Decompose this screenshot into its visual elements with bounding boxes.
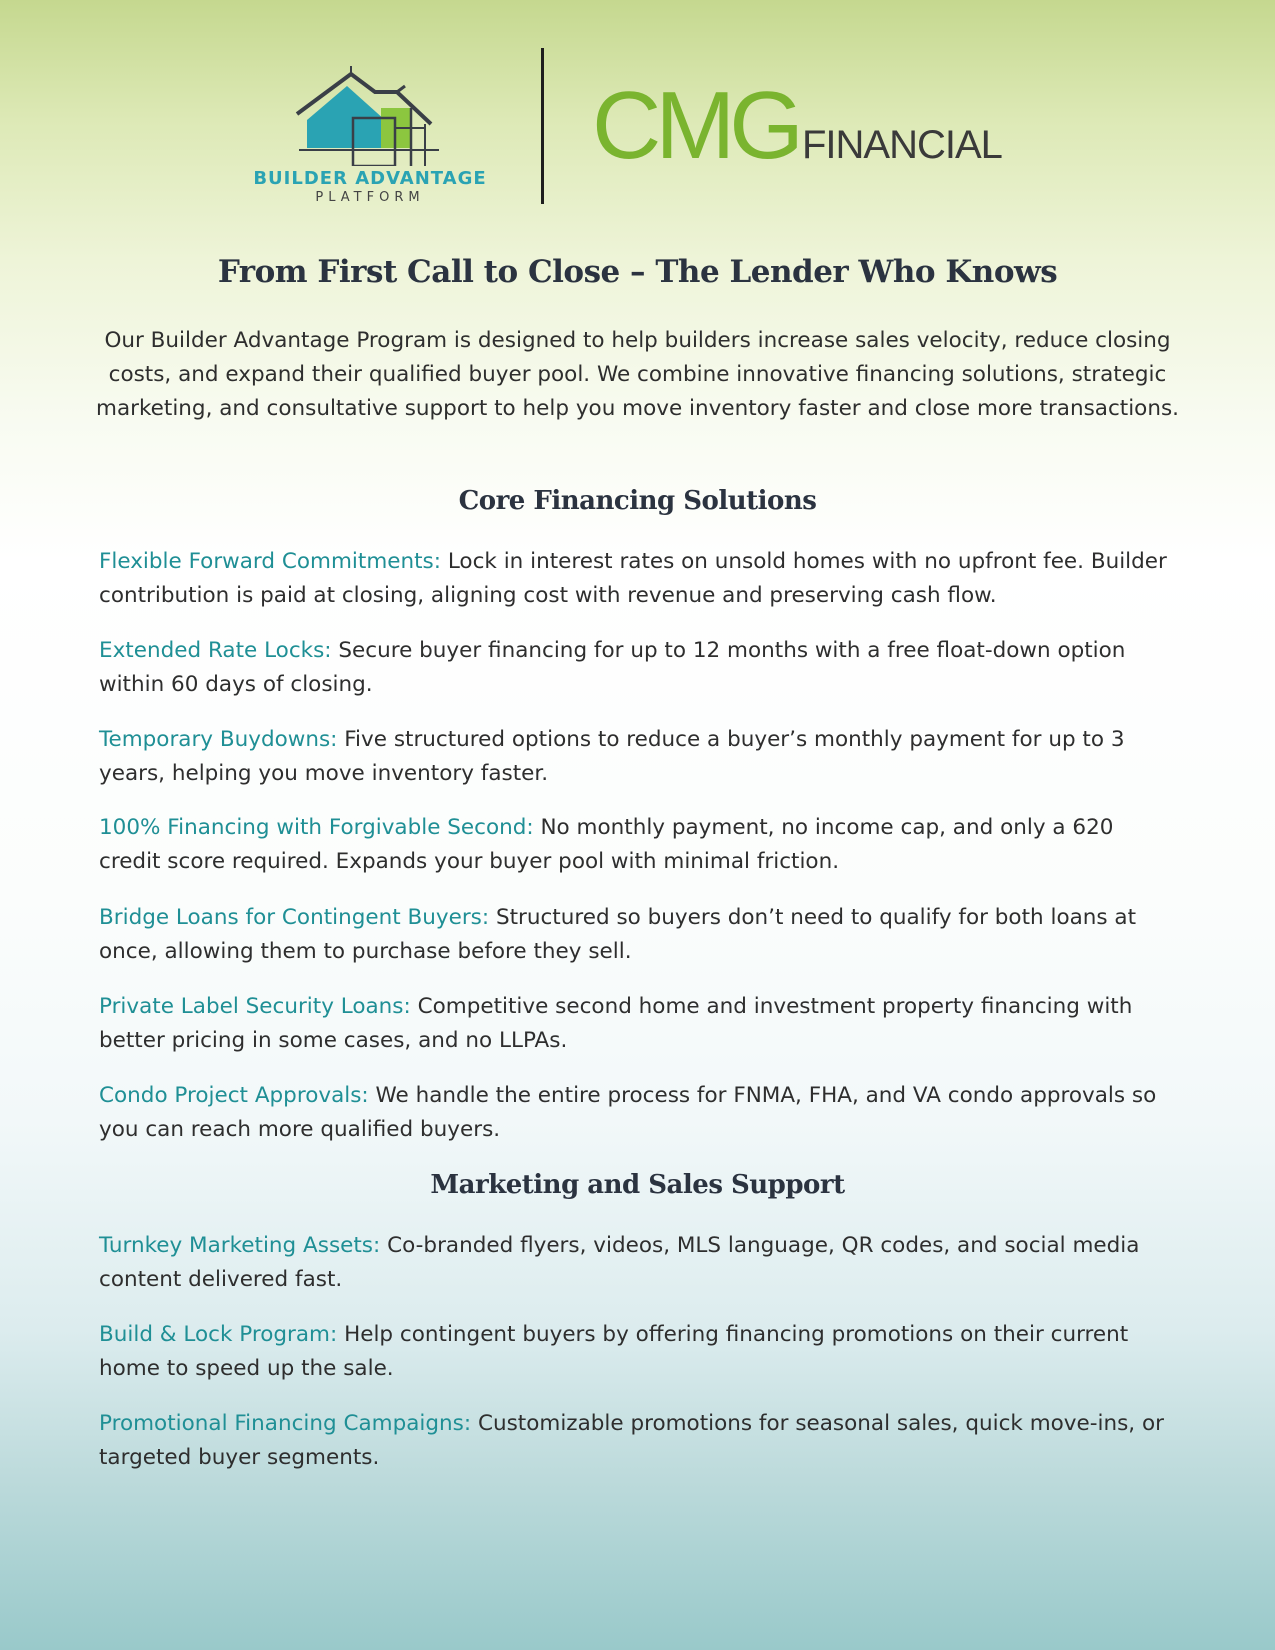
list-item (99, 723, 1179, 791)
item-text: Customizable promotions for seasonal sales, quick move-ins, or targeted buyer segments. (99, 1411, 1164, 1470)
cmg-word: FINANCIAL (801, 123, 1002, 167)
builder-advantage-subtitle: PLATFORM (315, 190, 425, 205)
section-heading-core-financing: Core Financing Solutions (458, 486, 817, 516)
list-item (99, 634, 1179, 702)
item-text: Lock in interest rates on unsold homes with no upfront fee. Builder contribution is paid at closing, aligning cost with revenue and preserving cash flow. (99, 549, 1167, 608)
item-label: Condo Project Approvals: (99, 1083, 369, 1108)
item-label: Flexible Forward Commitments: (99, 549, 441, 574)
item-label: Turnkey Marketing Assets: (99, 1233, 381, 1258)
intro-paragraph: Our Builder Advantage Program is designed to help builders increase sales velocity, reduce closing costs, and expand their qualified buyer pool. We combine innovative financing solutions, strategic marketing, and consultative support to help you move inventory faster and close more transactions. (96, 328, 1179, 421)
item-text: Structured so buyers don’t need to qualify for both loans at once, allowing them to purchase before they sell. (99, 905, 1137, 964)
list-item (99, 1229, 1179, 1297)
list-item (99, 1407, 1179, 1475)
list-item (99, 811, 1179, 879)
item-text: Help contingent buyers by offering financing promotions on their current home to speed up the sale. (99, 1322, 1129, 1381)
list-item (99, 990, 1179, 1058)
item-text: We handle the entire process for FNMA, FHA, and VA condo approvals so you can reach more qualified buyers. (99, 1083, 1157, 1142)
item-text: No monthly payment, no income cap, and only a 620 credit score required. Expands your buyer pool with minimal friction. (99, 815, 1114, 874)
item-text: Co-branded flyers, videos, MLS language, QR codes, and social media content delivered fast. (99, 1233, 1140, 1292)
list-item (99, 1318, 1179, 1386)
item-text: Five structured options to reduce a buyer’s monthly payment for up to 3 years, helping you move inventory faster. (99, 727, 1125, 786)
item-label: Build & Lock Program: (99, 1322, 338, 1347)
item-label: Private Label Security Loans: (99, 994, 411, 1019)
cmg-mark: CMG (592, 72, 798, 179)
logo-header (0, 48, 1275, 204)
builder-advantage-name: BUILDER ADVANTAGE (253, 168, 487, 189)
builder-advantage-logo (245, 62, 495, 205)
item-label: Temporary Buydowns: (99, 727, 338, 752)
item-label: 100% Financing with Forgivable Second: (99, 815, 534, 840)
item-text: Secure buyer financing for up to 12 months with a free float-down option within 60 days of closing. (99, 638, 1126, 697)
list-item (99, 901, 1179, 969)
item-label: Promotional Financing Campaigns: (99, 1411, 472, 1436)
item-text: Competitive second home and investment property financing with better pricing in some cases, and no LLPAs. (99, 994, 1133, 1053)
section-heading-marketing-support: Marketing and Sales Support (430, 1170, 845, 1200)
cmg-financial-logo (592, 72, 1002, 188)
list-item (99, 545, 1179, 613)
house-icon (293, 62, 443, 166)
logo-divider (541, 48, 544, 204)
item-label: Bridge Loans for Contingent Buyers: (99, 905, 490, 930)
list-item (99, 1079, 1179, 1147)
item-label: Extended Rate Locks: (99, 638, 332, 663)
page-title: From First Call to Close – The Lender Who Knows (217, 254, 1058, 290)
